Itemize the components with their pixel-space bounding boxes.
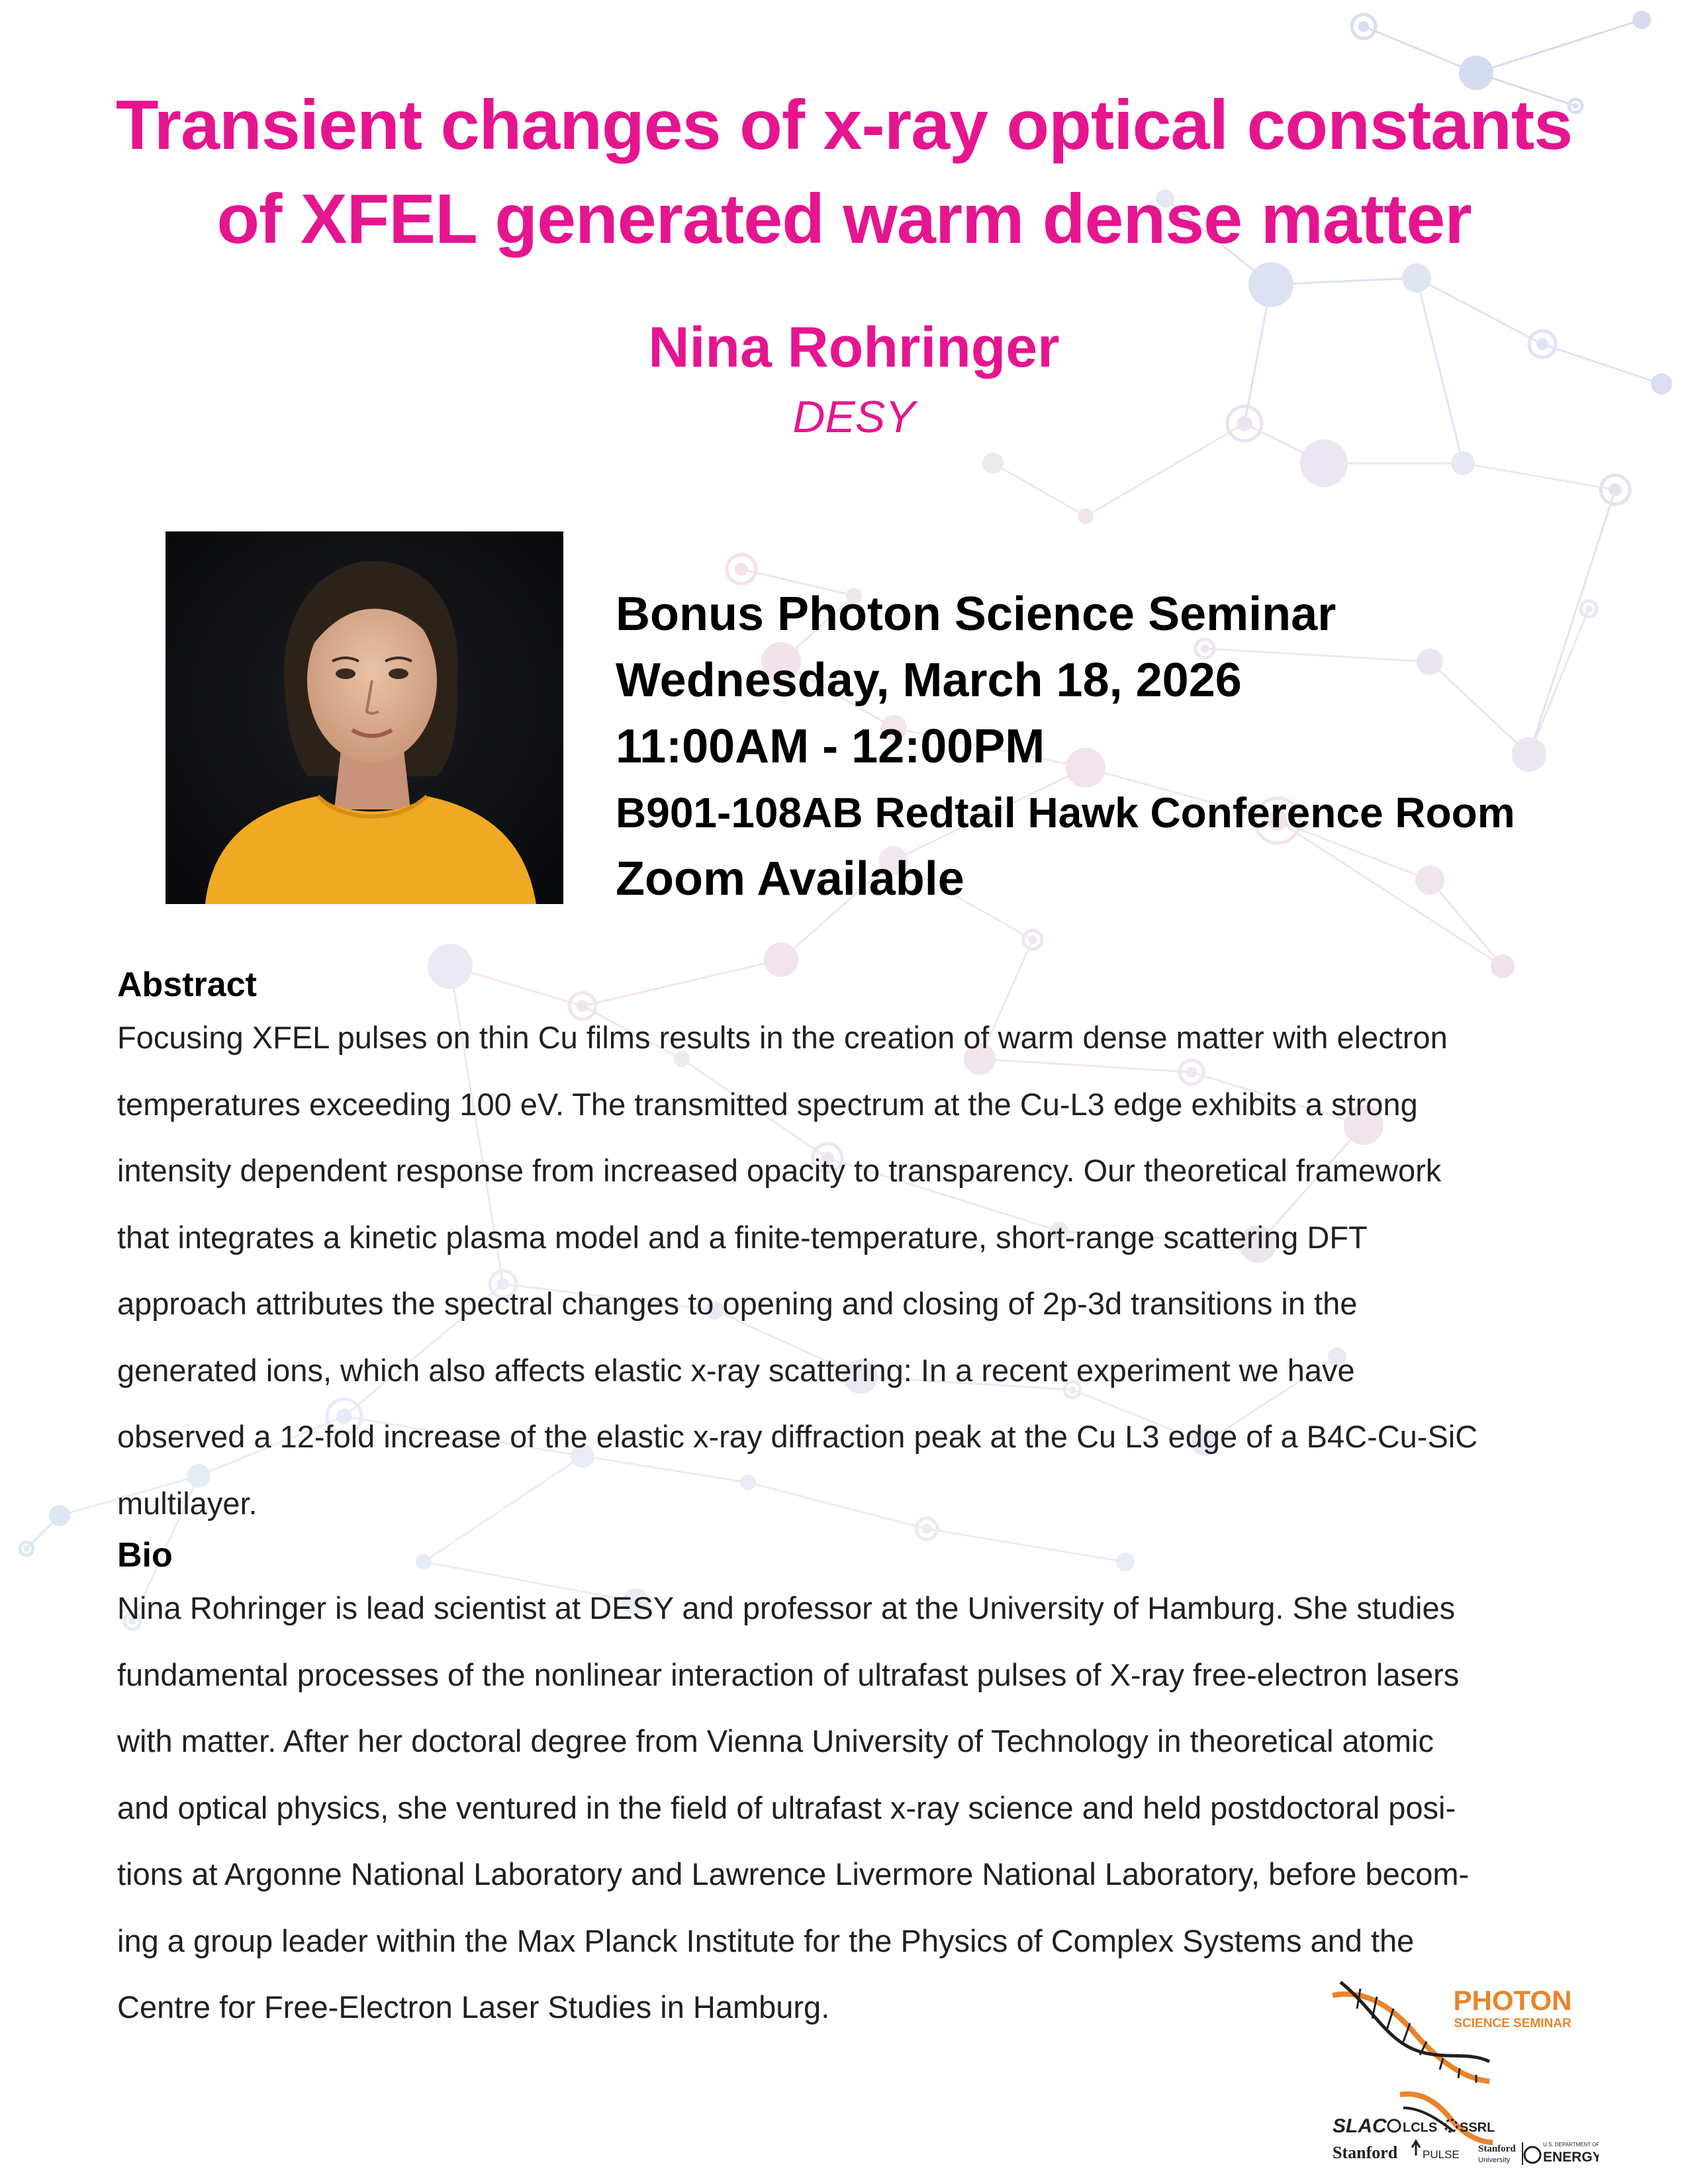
network-link (1364, 26, 1476, 73)
logo-subtitle: SCIENCE SEMINAR (1454, 2017, 1571, 2030)
network-link (1463, 463, 1615, 490)
abstract-section (117, 965, 1593, 1537)
bio-heading: Bio (117, 1536, 173, 1574)
network-node (24, 1546, 30, 1552)
network-node (1248, 262, 1293, 307)
network-link (1417, 278, 1542, 344)
speaker-photo (165, 531, 563, 904)
title-line-2: of XFEL generated warm dense matter (216, 180, 1472, 258)
network-node (1300, 439, 1348, 487)
network-node (1451, 451, 1475, 475)
abstract-line: temperatures exceeding 100 eV. The transmitted spectrum at the Cu-L3 edge exhibits a strong (117, 1086, 1418, 1122)
network-node (49, 1505, 70, 1526)
bio-section (117, 1535, 1593, 2041)
abstract-line: Focusing XFEL pulses on thin Cu films results in the creation of warm dense matter with electron (117, 1020, 1448, 1055)
tree-icon (1412, 2141, 1420, 2156)
network-node (1078, 508, 1094, 524)
pulse-logo: PULSE (1423, 2148, 1460, 2161)
seminar-title (53, 78, 1635, 266)
title-line-1: Transient changes of x-ray optical constants (115, 86, 1573, 164)
bio-line: Centre for Free-Electron Laser Studies in Hamburg. (117, 1989, 830, 2025)
abstract-line: approach attributes the spectral changes to opening and closing of 2p-3d transitions in the (117, 1286, 1358, 1321)
abstract-body (117, 1005, 1593, 1537)
network-node (1651, 373, 1672, 394)
abstract-line: that integrates a kinetic plasma model and a finite-temperature, short-range scattering DFT (117, 1219, 1368, 1255)
network-link (1542, 344, 1662, 384)
network-node (1632, 11, 1651, 29)
logo-title: PHOTON (1453, 1985, 1572, 2016)
ssrl-logo: SSRL (1460, 2120, 1495, 2135)
bio-line: with matter. After her doctoral degree from Vienna University of Technology in theoretical atomic (117, 1723, 1434, 1758)
event-details (616, 581, 1648, 912)
doe-seal-icon (1524, 2147, 1540, 2163)
network-node (735, 563, 748, 576)
network-link (1476, 20, 1642, 73)
stanford-university-label: University (1478, 2156, 1511, 2164)
stanford-small-logo: Stanford (1478, 2144, 1516, 2154)
bio-line: tions at Argonne National Laboratory and Lawrence Livermore National Laboratory, before becom- (117, 1856, 1470, 1891)
speaker-affiliation: DESY (792, 392, 915, 442)
bio-line: fundamental processes of the nonlinear interaction of ultrafast pulses of X-ray free-electron lasers (117, 1657, 1460, 1692)
event-series: Bonus Photon Science Seminar (616, 588, 1336, 641)
event-location: B901-108AB Redtail Hawk Conference Room (616, 789, 1515, 837)
network-node (1402, 263, 1431, 293)
network-link (993, 463, 1086, 516)
network-link (1417, 278, 1463, 463)
network-node (1237, 416, 1252, 431)
stanford-logo: Stanford (1333, 2143, 1398, 2162)
abstract-line: generated ions, which also affects elastic x-ray scattering: In a recent experiment we have (117, 1352, 1355, 1388)
lcls-logo: LCLS (1403, 2120, 1438, 2135)
slac-logo: SLAC (1333, 2115, 1387, 2137)
bio-line: Nina Rohringer is lead scientist at DESY and professor at the University of Hamburg. She studies (117, 1590, 1456, 1625)
bio-line: ing a group leader within the Max Planck Institute for the Physics of Complex Systems and the (117, 1923, 1415, 1958)
speaker-name: Nina Rohringer (648, 316, 1060, 379)
abstract-line: intensity dependent response from increased opacity to transparency. Our theoretical framework (117, 1153, 1442, 1188)
portrait-illustration (165, 531, 563, 904)
network-node (982, 453, 1004, 474)
network-node (1358, 21, 1369, 32)
lcls-icon (1388, 2120, 1400, 2132)
abstract-line: observed a 12-fold increase of the elastic x-ray diffraction peak at the Cu L3 edge of a B4C-Cu-SiC (117, 1419, 1478, 1454)
event-remote: Zoom Available (616, 852, 964, 905)
network-node (1536, 338, 1548, 350)
photon-science-seminar-logo (1321, 1969, 1599, 2174)
bio-line: and optical physics, she ventured in the field of ultrafast x-ray science and held postdoctoral posi- (117, 1790, 1456, 1825)
abstract-line: multilayer. (117, 1485, 258, 1521)
event-date: Wednesday, March 18, 2026 (616, 654, 1242, 707)
network-node (1609, 483, 1622, 496)
network-node (1029, 936, 1037, 944)
abstract-heading: Abstract (117, 966, 257, 1004)
doe-label: U.S. DEPARTMENT OF (1543, 2142, 1599, 2148)
energy-logo: ENERGY (1543, 2150, 1599, 2165)
logo-graphic (1321, 1969, 1599, 2174)
event-time: 11:00AM - 12:00PM (616, 720, 1045, 773)
